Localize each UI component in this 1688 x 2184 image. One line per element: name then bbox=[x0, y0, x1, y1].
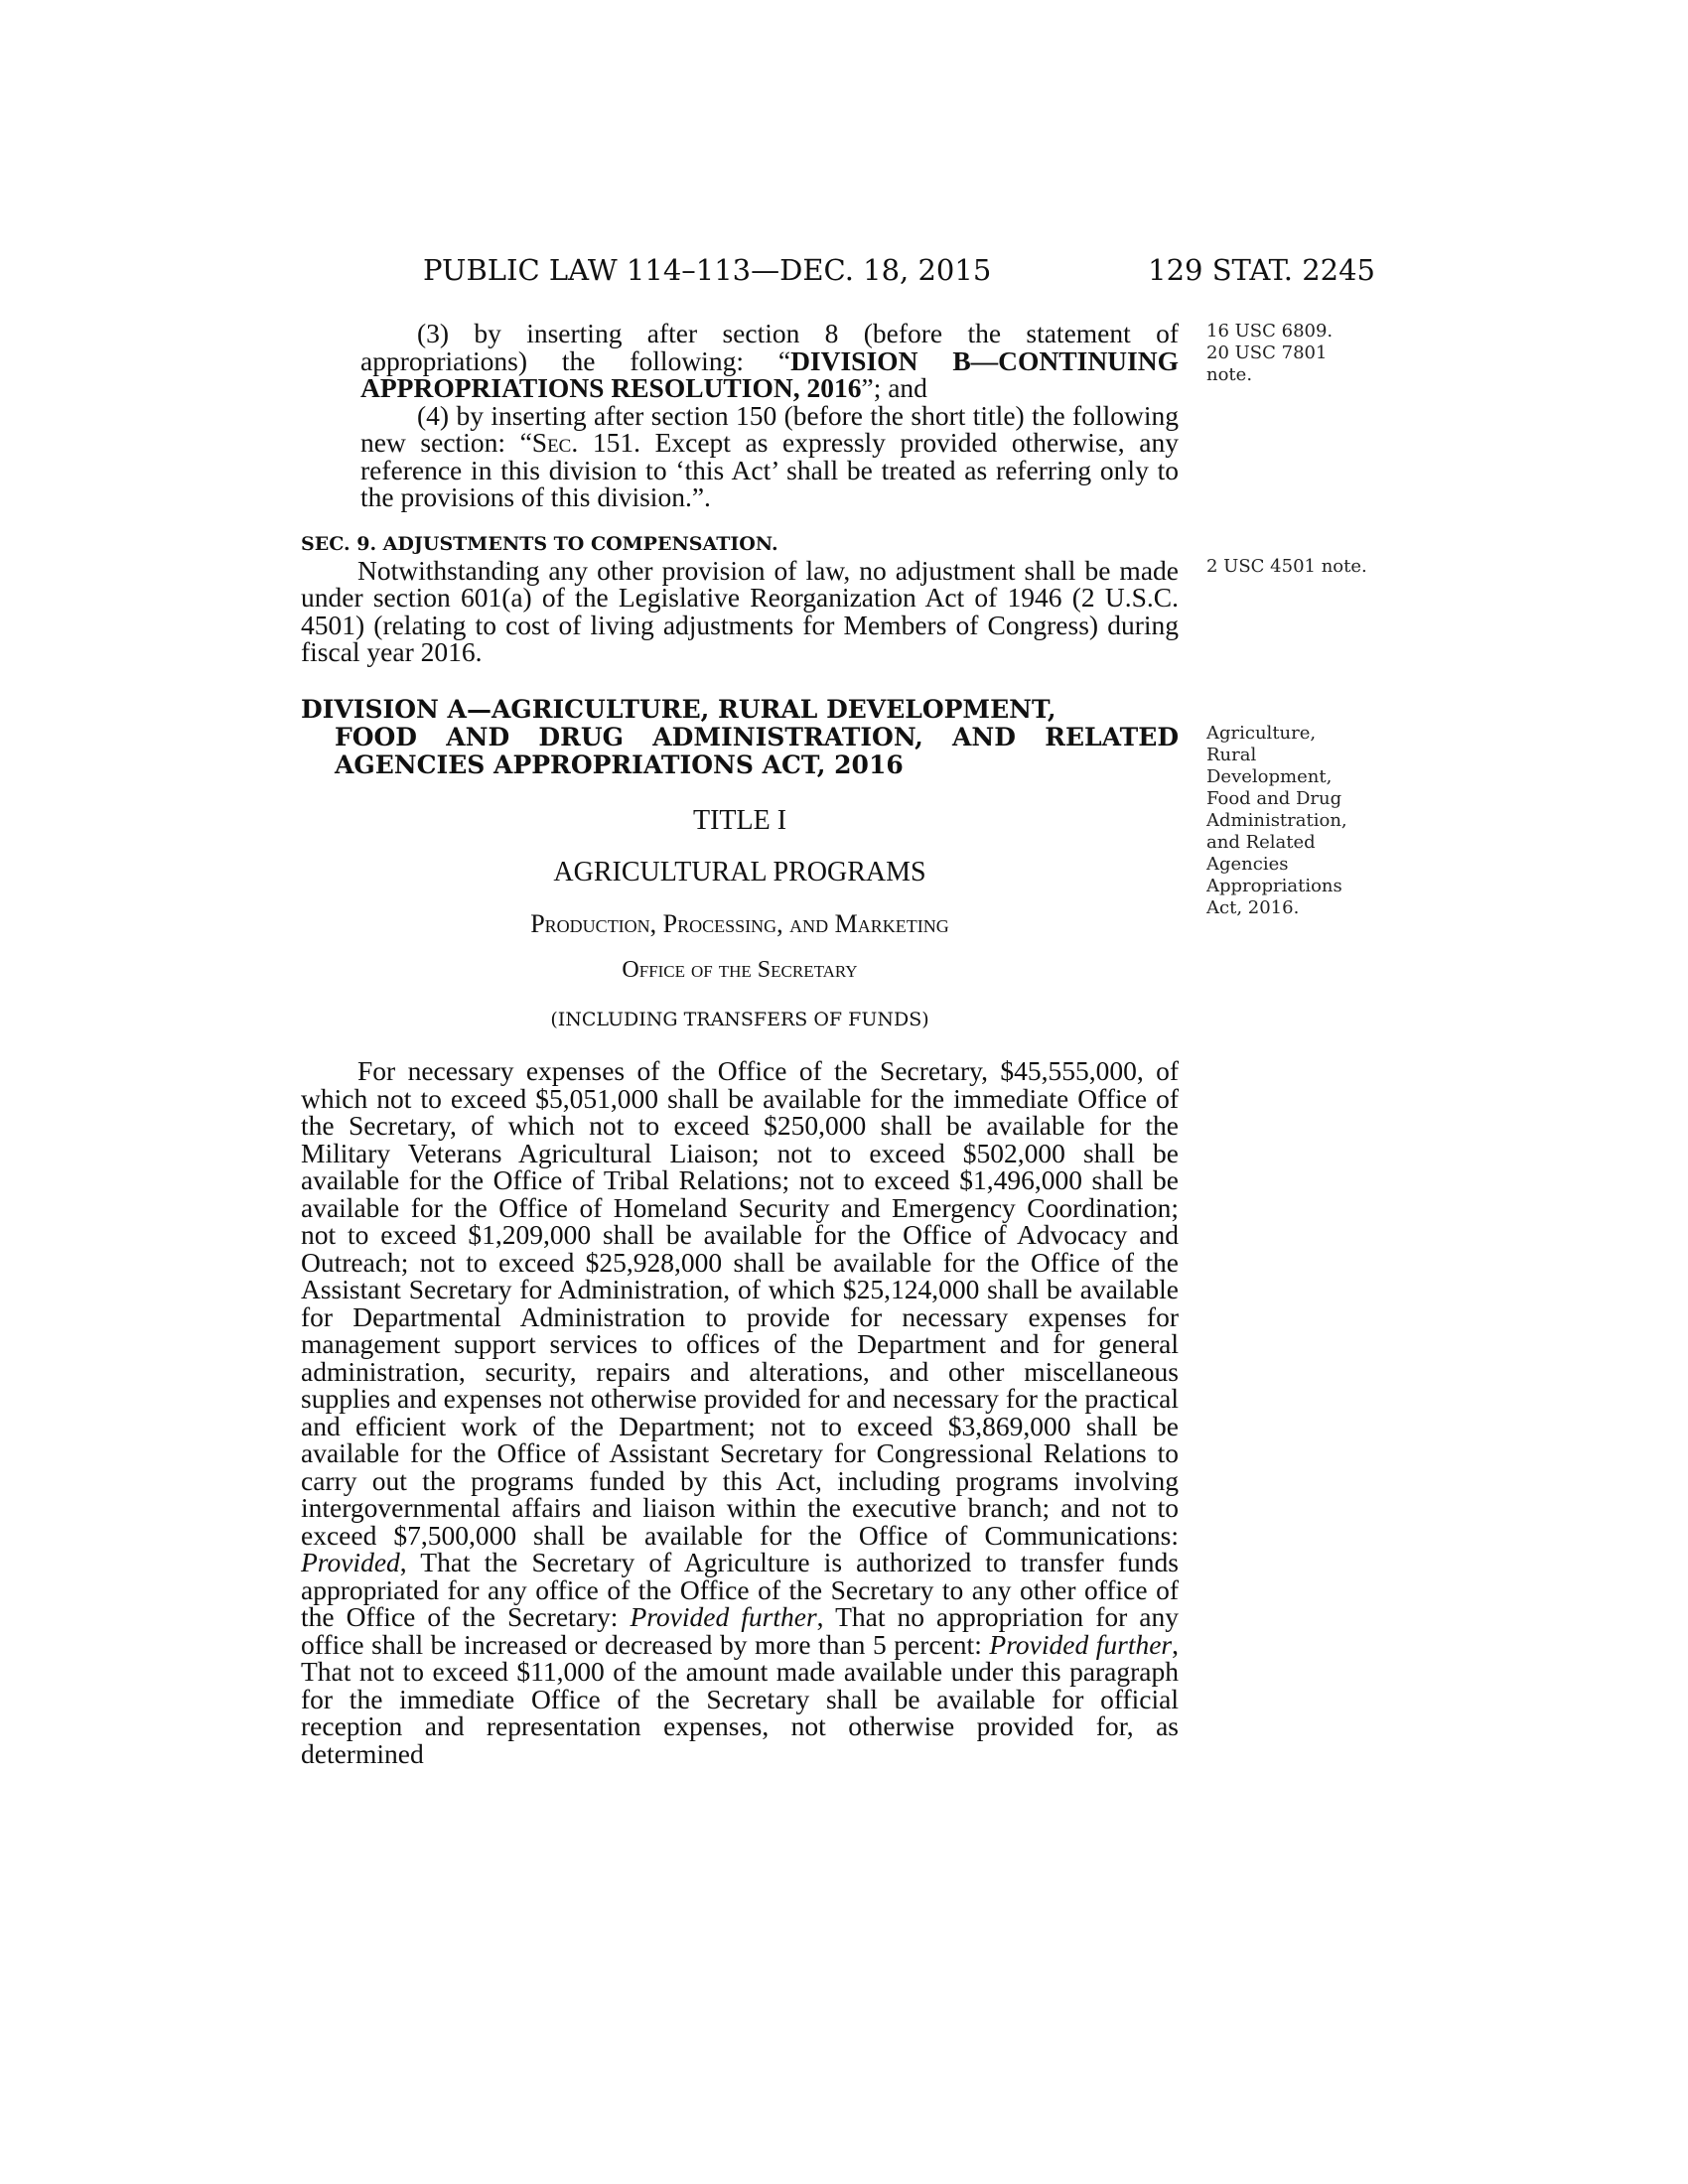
office-heading: Office of the Secretary bbox=[622, 957, 858, 983]
division-a-line-2: FOOD AND DRUG ADMINISTRATION, AND RELATED AGENCIES APPROPRIATIONS ACT, 2016 bbox=[335, 722, 1179, 779]
margin-note-line: Rural bbox=[1206, 745, 1257, 765]
margin-note-line: 2 USC 4501 note. bbox=[1206, 556, 1367, 577]
paragraph-3-text: (3) by inserting after section 8 (before the statement of appropriations) the following: “ bbox=[360, 318, 1179, 376]
production-heading: Production, Processing, and Marketing bbox=[530, 908, 949, 938]
main-text-column bbox=[301, 320, 1179, 1767]
appropriation-text-2: , That the Secretary of Agriculture is authorized to transfer funds appropriated for any office of the Office of the Secretary to any other office of the Office of the Secretary: bbox=[301, 1547, 1179, 1632]
margin-note-line: 20 USC 7801 bbox=[1206, 342, 1328, 363]
transfers-heading: (INCLUDING TRANSFERS OF FUNDS) bbox=[550, 1008, 929, 1030]
paragraph-4-text: (4) by inserting after section 150 (before the short title) the following new section: “ bbox=[360, 399, 1179, 458]
title-heading: TITLE I bbox=[692, 804, 787, 836]
division-b-title: DIVISION B—CONTINUING APPROPRIATIONS RESOLUTION, 2016 bbox=[360, 344, 1179, 403]
sec-abbrev: Sec bbox=[531, 427, 572, 458]
programs-heading: AGRICULTURAL PROGRAMS bbox=[553, 857, 926, 887]
margin-note-line: Administration, bbox=[1206, 810, 1347, 831]
margin-note-line: Act, 2016. bbox=[1206, 897, 1300, 918]
margin-note-usc-4501 bbox=[1206, 556, 1385, 578]
paragraph-3 bbox=[301, 320, 1179, 402]
section-9-text: Notwithstanding any other provision of law, no adjustment shall be made under section 601(a) of the Legislative Reorganization Act of 1946 (2 U.S.C. 4501) (relating to cost of living adjustments for Members of Congress) during fiscal year 2016. bbox=[301, 554, 1179, 667]
margin-note-division-a bbox=[1206, 723, 1385, 919]
appropriation-text-4: , That not to exceed $11,000 of the amount made available under this paragraph for the immediate Office of the Secretary shall be available for official reception and representation expenses, not otherwise provided for, as determined bbox=[301, 1628, 1180, 1769]
margin-note-line: Development, bbox=[1206, 766, 1333, 787]
paragraph-4-end: . 151. Except as expressly provided otherwise, any reference in this division to ‘this Act’ shall be treated as referring only to the provisions of this division.”. bbox=[360, 427, 1179, 512]
statute-page-number: 129 STAT. 2245 bbox=[1148, 253, 1375, 287]
margin-note-line: 16 USC 6809. bbox=[1206, 321, 1334, 341]
margin-note-line: note. bbox=[1206, 364, 1253, 385]
running-head bbox=[298, 250, 1375, 290]
proviso-1: Provided bbox=[301, 1547, 400, 1577]
appropriation-text-1: For necessary expenses of the Office of the Secretary, $45,555,000, of which not to exceed $5,051,000 shall be available for the immediate Office of the Secretary, of which not to exceed $250,000 shall be available for the Military Veterans Agricultural Liaison; not to exceed $502,000 shall be available for the Office of Tribal Relations; not to exceed $1,496,000 shall be available for the Office of Homeland Security and Emergency Coordination; not to exceed $1,209,000 shall be available for the Office of Advocacy and Outreach; not to exceed $25,928,000 shall be available for the Office of the Assistant Secretary for Administration, of which $25,124,000 shall be available for Departmental Administration to provide for necessary expenses for management support services to offices of the Department and for general administration, security, repairs and alterations, and other miscellaneous supplies and expenses not otherwise provided for and necessary for the practical and efficient work of the Department; not to exceed $3,869,000 shall be available for the Office of Assistant Secretary for Congressional Relations to carry out the programs funded by this Act, including programs involving intergovernmental affairs and liaison within the executive branch; and not to exceed $7,500,000 shall be available for the Office of Communications: bbox=[301, 1055, 1179, 1551]
appropriation-text-3: , That no appropriation for any office shall be increased or decreased by more than 5 percent: bbox=[301, 1601, 1179, 1660]
division-a-heading bbox=[301, 696, 1179, 779]
public-law-citation: PUBLIC LAW 114–113—DEC. 18, 2015 bbox=[423, 253, 992, 287]
margin-note-line: Agriculture, bbox=[1206, 723, 1317, 744]
section-9-heading: SEC. 9. ADJUSTMENTS TO COMPENSATION. bbox=[301, 532, 778, 555]
margin-note-line: Agencies bbox=[1206, 854, 1289, 875]
paragraph-3-end: ”; and bbox=[861, 372, 927, 403]
proviso-2: Provided further bbox=[630, 1601, 817, 1632]
margin-note-usc-6809 bbox=[1206, 321, 1385, 386]
margin-note-line: Food and Drug bbox=[1206, 788, 1342, 809]
margin-note-line: Appropriations bbox=[1206, 876, 1342, 896]
division-a-line-1: DIVISION A—AGRICULTURE, RURAL DEVELOPMENT, bbox=[301, 694, 1056, 724]
appropriation-paragraph bbox=[301, 1057, 1179, 1767]
paragraph-4 bbox=[301, 399, 1179, 512]
margin-note-line: and Related bbox=[1206, 832, 1316, 853]
proviso-3: Provided further bbox=[989, 1628, 1173, 1660]
